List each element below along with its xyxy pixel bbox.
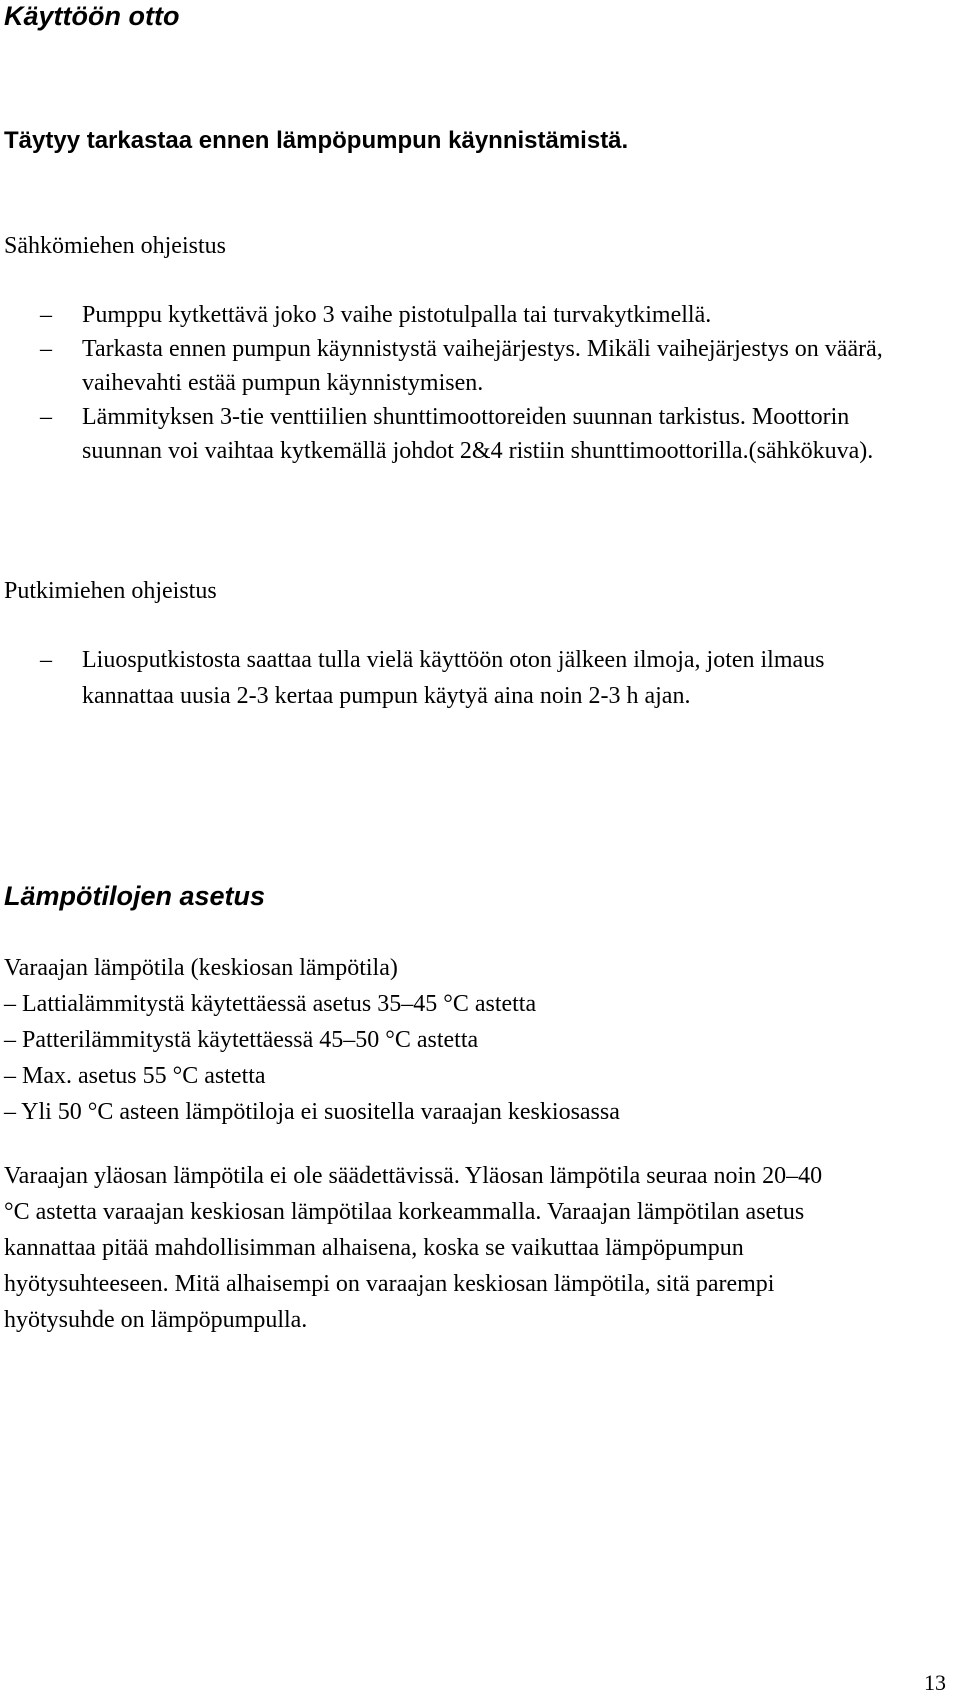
list-item	[0, 642, 922, 714]
page-title: Käyttöön otto	[4, 1, 180, 31]
list-item-text: Tarkasta ennen pumpun käynnistystä vaihejärjestys. Mikäli vaihejärjestys on väärä, vaihevahti estää pumpun käynnistymisen.	[82, 336, 883, 396]
list-item-text: Pumppu kytkettävä joko 3 vaihe pistotulpalla tai turvakytkimellä.	[82, 302, 712, 328]
list-item	[0, 400, 922, 468]
page-number: 13	[924, 1670, 946, 1695]
bullet-dash: –	[40, 302, 52, 328]
plumber-heading: Putkimiehen ohjeistus	[4, 578, 217, 604]
temperature-paragraph: Varaajan yläosan lämpötila ei ole säädettävissä. Yläosan lämpötila seuraa noin 20–40 °C astetta varaajan keskiosan lämpötilaa korkeammalla. Varaajan lämpötilan asetus kannattaa pitää mahdollisimman alhaisena, koska se vaikuttaa lämpöpumpun hyötysuhteeseen. Mitä alhaisempi on varaajan keskiosan lämpötila, sitä parempi hyötysuhde on lämpöpumpulla.	[4, 1163, 823, 1333]
list-item-text: Liuosputkistosta saattaa tulla vielä käyttöön oton jälkeen ilmoja, joten ilmaus kannattaa uusia 2-3 kertaa pumpun käytyä aina noin 2-3 h ajan.	[82, 647, 825, 709]
plumber-list	[0, 642, 922, 714]
check-heading: Täytyy tarkastaa ennen lämpöpumpun käynnistämistä.	[4, 127, 629, 154]
temperature-heading: Lämpötilojen asetus	[4, 881, 266, 911]
list-item: – Yli 50 °C asteen lämpötiloja ei suositella varaajan keskiosassa	[4, 1099, 620, 1125]
list-item: – Patterilämmitystä käytettäessä 45–50 °C astetta	[4, 1027, 479, 1053]
list-item	[0, 298, 922, 332]
electrician-list	[0, 298, 922, 468]
list-item	[0, 332, 922, 400]
temperature-intro: Varaajan lämpötila (keskiosan lämpötila)	[4, 955, 398, 981]
bullet-dash: –	[40, 404, 52, 430]
electrician-heading: Sähkömiehen ohjeistus	[4, 233, 226, 259]
bullet-dash: –	[40, 336, 52, 362]
list-item: – Lattialämmitystä käytettäessä asetus 35–45 °C astetta	[4, 991, 537, 1017]
list-item: – Max. asetus 55 °C astetta	[4, 1063, 266, 1089]
list-item-text: Lämmityksen 3-tie venttiilien shunttimoottoreiden suunnan tarkistus. Moottorin suunnan voi vaihtaa kytkemällä johdot 2&4 ristiin shunttimoottorilla.(sähkökuva).	[82, 404, 874, 464]
bullet-dash: –	[40, 647, 52, 673]
temperature-list	[4, 986, 620, 1130]
